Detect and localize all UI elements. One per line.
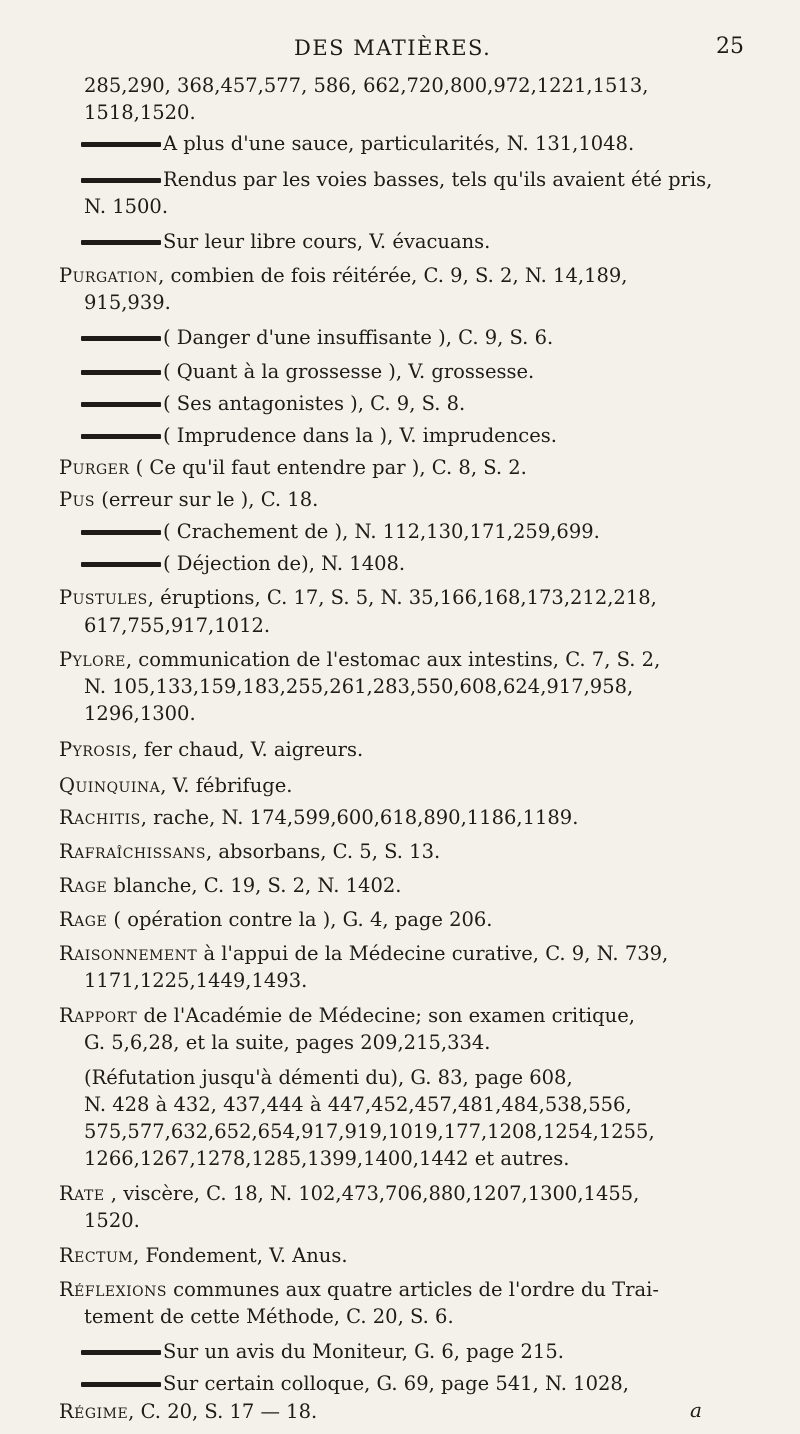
entry-headword: Raisonnement xyxy=(59,942,198,965)
entry-text: 285,290, 368,457,577, 586, 662,720,800,972,1221,1513, xyxy=(84,74,649,97)
entry-first-line xyxy=(59,906,493,933)
entry-text: 1171,1225,1449,1493. xyxy=(84,969,308,992)
entry-first-line xyxy=(81,166,712,193)
entry-headword: Pus xyxy=(59,488,96,511)
entry-first-line xyxy=(59,1180,639,1207)
entry-text: blanche, C. 19, S. 2, N. 1402. xyxy=(107,874,402,897)
entry-text: 1296,1300. xyxy=(84,702,196,725)
entry-first-line xyxy=(59,454,527,481)
repeat-dash xyxy=(81,434,161,439)
entry-text: ( Crachement de ), N. 112,130,171,259,699. xyxy=(163,520,600,543)
entry-text: ( Imprudence dans la ), V. imprudences. xyxy=(163,424,557,447)
entry-first-line xyxy=(59,804,578,831)
entry-text: , absorbans, C. 5, S. 13. xyxy=(206,840,441,863)
entry-first-line xyxy=(59,940,668,967)
entry-text: N. 1500. xyxy=(84,195,169,218)
entry-headword: Purger xyxy=(59,456,130,479)
signature-mark: a xyxy=(690,1398,702,1422)
entry-text: tement de cette Méthode, C. 20, S. 6. xyxy=(84,1305,454,1328)
entry-continuation-line xyxy=(84,289,171,316)
entry-text: 1520. xyxy=(84,1209,140,1232)
entry-continuation-line xyxy=(84,1118,655,1145)
entry-text: ( Danger d'une insuffisante ), C. 9, S. 6. xyxy=(163,326,554,349)
entry-first-line xyxy=(81,130,634,157)
entry-headword: Rage xyxy=(59,908,108,931)
entry-headword: Régime xyxy=(59,1400,129,1423)
entry-first-line xyxy=(59,1002,635,1029)
repeat-dash xyxy=(81,240,161,245)
repeat-dash xyxy=(81,336,161,341)
entry-first-line xyxy=(59,736,363,763)
entry-text: ( opération contre la ), G. 4, page 206. xyxy=(107,908,493,931)
entry-headword: Rage xyxy=(59,874,108,897)
entry-text: , rache, N. 174,599,600,618,890,1186,1189. xyxy=(140,806,579,829)
entry-text: 1518,1520. xyxy=(84,101,196,124)
entry-first-line xyxy=(59,584,657,611)
entry-text: (erreur sur le ), C. 18. xyxy=(95,488,319,511)
entry-continuation-line xyxy=(84,612,270,639)
entry-first-line xyxy=(81,358,534,385)
entry-headword: Réflexions xyxy=(59,1278,167,1301)
entry-continuation-line xyxy=(84,673,633,700)
entry-first-line xyxy=(81,1370,629,1397)
entry-text: (Réfutation jusqu'à démenti du), G. 83, page 608, xyxy=(84,1066,573,1089)
entry-text: communes aux quatre articles de l'ordre du Trai- xyxy=(166,1278,659,1301)
entry-headword: Rafraîchissans xyxy=(59,840,207,863)
entry-text: ( Ce qu'il faut entendre par ), C. 8, S. 2. xyxy=(129,456,527,479)
repeat-dash xyxy=(81,562,161,567)
entry-text: Sur leur libre cours, V. évacuans. xyxy=(163,230,491,253)
entry-first-line xyxy=(84,72,648,99)
entry-text: de l'Académie de Médecine; son examen critique, xyxy=(137,1004,635,1027)
entry-headword: Quinquina xyxy=(59,774,161,797)
entry-continuation-line xyxy=(84,1091,632,1118)
entry-headword: Pyrosis xyxy=(59,738,132,761)
entry-text: ( Ses antagonistes ), C. 9, S. 8. xyxy=(163,392,466,415)
entry-first-line xyxy=(59,1398,317,1425)
entry-text: , viscère, C. 18, N. 102,473,706,880,1207,1300,1455, xyxy=(104,1182,640,1205)
entry-continuation-line xyxy=(84,1303,454,1330)
running-head xyxy=(0,30,800,66)
entry-continuation-line xyxy=(84,1029,491,1056)
entry-continuation-line xyxy=(84,1145,569,1172)
entry-text: , fer chaud, V. aigreurs. xyxy=(131,738,364,761)
entry-headword: Rapport xyxy=(59,1004,138,1027)
entry-text: 1266,1267,1278,1285,1399,1400,1442 et autres. xyxy=(84,1147,570,1170)
repeat-dash xyxy=(81,178,161,183)
entry-headword: Purgation xyxy=(59,264,159,287)
entry-continuation-line xyxy=(84,967,307,994)
entry-first-line xyxy=(81,390,465,417)
entry-text: , éruptions, C. 17, S. 5, N. 35,166,168,173,212,218, xyxy=(147,586,657,609)
repeat-dash xyxy=(81,370,161,375)
entry-continuation-line xyxy=(84,99,196,126)
entry-text: , V. fébrifuge. xyxy=(160,774,293,797)
entry-headword: Rachitis xyxy=(59,806,141,829)
entry-first-line xyxy=(59,1276,659,1303)
repeat-dash xyxy=(81,142,161,147)
entry-text: 575,577,632,652,654,917,919,1019,177,1208,1254,1255, xyxy=(84,1120,655,1143)
entry-first-line xyxy=(59,838,440,865)
entry-first-line xyxy=(59,872,401,899)
entry-headword: Rectum xyxy=(59,1244,134,1267)
entry-continuation-line xyxy=(84,700,196,727)
repeat-dash xyxy=(81,1350,161,1355)
entry-first-line xyxy=(81,1338,564,1365)
page-number: 25 xyxy=(716,34,744,59)
repeat-dash xyxy=(81,402,161,407)
entry-text: ( Déjection de), N. 1408. xyxy=(163,552,406,575)
running-title: DES MATIÈRES. xyxy=(294,36,492,60)
repeat-dash xyxy=(81,1382,161,1387)
entry-text: Sur certain colloque, G. 69, page 541, N. 1028, xyxy=(163,1372,630,1395)
entry-text: Sur un avis du Moniteur, G. 6, page 215. xyxy=(163,1340,564,1363)
entry-first-line xyxy=(59,486,318,513)
entry-text: N. 428 à 432, 437,444 à 447,452,457,481,484,538,556, xyxy=(84,1093,632,1116)
entry-text: 617,755,917,1012. xyxy=(84,614,271,637)
entry-headword: Pylore xyxy=(59,648,126,671)
entry-continuation-line xyxy=(84,193,168,220)
entry-first-line xyxy=(81,422,557,449)
entry-first-line xyxy=(59,1242,348,1269)
entry-text: ( Quant à la grossesse ), V. grossesse. xyxy=(163,360,535,383)
entry-text: 915,939. xyxy=(84,291,171,314)
entry-text: G. 5,6,28, et la suite, pages 209,215,334. xyxy=(84,1031,491,1054)
entry-text: , combien de fois réitérée, C. 9, S. 2, N. 14,189, xyxy=(158,264,628,287)
entry-first-line xyxy=(81,324,553,351)
entry-first-line xyxy=(59,262,627,289)
repeat-dash xyxy=(81,530,161,535)
entry-text: A plus d'une sauce, particularités, N. 131,1048. xyxy=(163,132,635,155)
entry-first-line xyxy=(59,772,293,799)
entry-text: , Fondement, V. Anus. xyxy=(133,1244,348,1267)
entry-text: , communication de l'estomac aux intestins, C. 7, S. 2, xyxy=(125,648,661,671)
entry-text: N. 105,133,159,183,255,261,283,550,608,624,917,958, xyxy=(84,675,634,698)
entry-headword: Rate xyxy=(59,1182,105,1205)
entry-first-line xyxy=(59,646,660,673)
entry-first-line xyxy=(81,518,600,545)
entry-text: Rendus par les voies basses, tels qu'ils avaient été pris, xyxy=(163,168,713,191)
entry-text: à l'appui de la Médecine curative, C. 9, N. 739, xyxy=(197,942,669,965)
entry-text: , C. 20, S. 17 — 18. xyxy=(128,1400,318,1423)
entry-first-line xyxy=(81,550,405,577)
entry-first-line xyxy=(84,1064,573,1091)
entry-headword: Pustules xyxy=(59,586,148,609)
entry-continuation-line xyxy=(84,1207,140,1234)
entry-first-line xyxy=(81,228,490,255)
